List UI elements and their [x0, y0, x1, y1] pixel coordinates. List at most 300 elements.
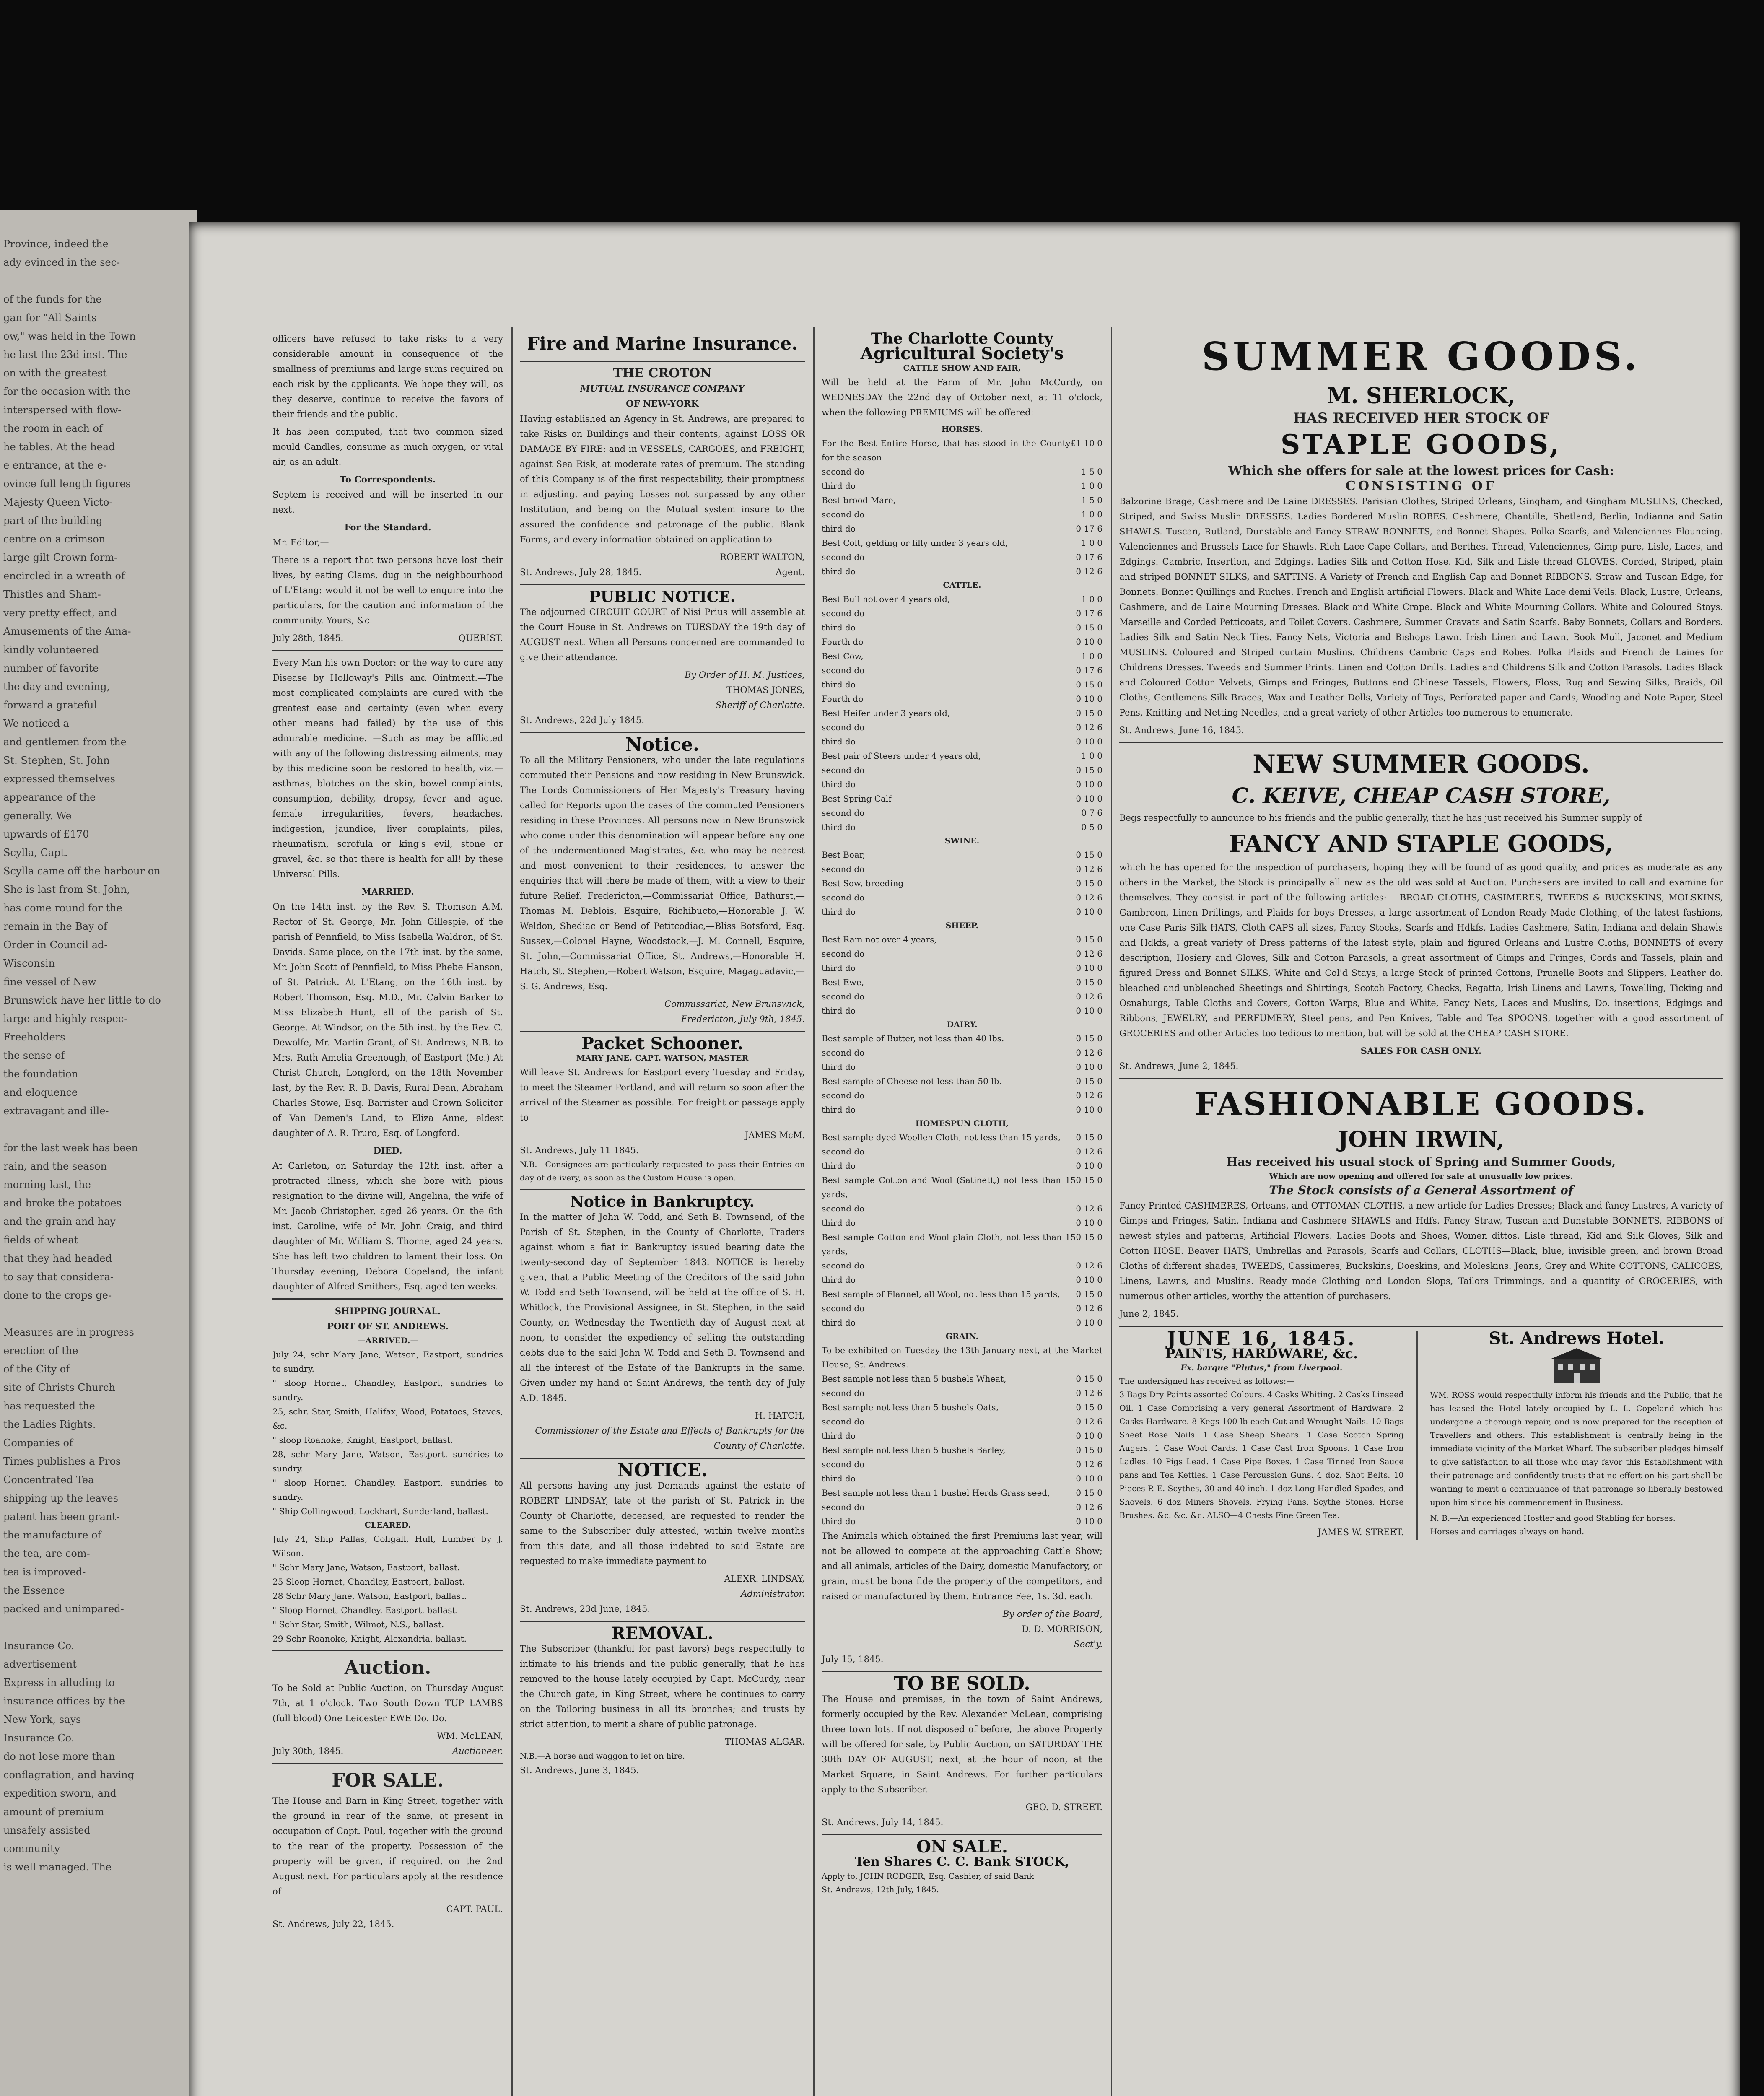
column-rule [813, 327, 815, 2096]
premium-row [822, 1060, 1102, 1074]
left-page-line: and gentlemen from the [3, 736, 127, 748]
shipping-entry: 25, schr. Star, Smith, Halifax, Wood, Potatoes, Staves, &c. [272, 1406, 503, 1431]
pensioners-notice-heading: Notice. [625, 734, 700, 755]
shipping-entry: " sloop Hornet, Chandley, Eastport, sundries to sundry. [272, 1478, 503, 1502]
premium-amount: 0 15 0 [1076, 680, 1102, 690]
bank-stock-date: St. Andrews, 12th July, 1845. [822, 1885, 939, 1894]
premium-label: To be exhibited on Tuesday the 13th January next, at the Market House, St. Andrews. [822, 1345, 1102, 1370]
column-1 [272, 331, 503, 1932]
premium-row [822, 1102, 1102, 1117]
divider [1119, 1326, 1723, 1327]
irwin-date: June 2, 1845. [1119, 1309, 1179, 1319]
premium-row [822, 1273, 1102, 1287]
premium-row [822, 720, 1102, 734]
fire-insurance-heading: Fire and Marine Insurance. [527, 333, 798, 354]
premium-section-heading: HORSES. [941, 425, 983, 434]
premium-row [822, 749, 1102, 763]
premium-amount: 0 17 6 [1076, 524, 1102, 534]
premium-row [822, 975, 1102, 989]
left-page-column [3, 235, 188, 1876]
premium-amount: 0 15 0 [1076, 708, 1102, 718]
premium-row [822, 1500, 1102, 1514]
premium-amount: 0 15 0 [1076, 934, 1102, 944]
left-page-line: kindly volunteered [3, 644, 99, 656]
left-page-line: number of favorite [3, 662, 99, 674]
premium-amount: 0 15 0 [1076, 1289, 1102, 1299]
premium-amount: 0 12 6 [1076, 1502, 1102, 1512]
paints-sub: Ex. barque "Plutus," from Liverpool. [1180, 1363, 1343, 1372]
premium-row [822, 1400, 1102, 1414]
premium-amount: 0 15 0 [1076, 1402, 1102, 1412]
premium-label: third do [822, 907, 856, 917]
premium-label: second do [822, 1459, 865, 1469]
left-page-line: She is last from St. John, [3, 884, 130, 895]
left-page-line: the day and evening, [3, 681, 110, 693]
left-page-line: Wisconsin [3, 957, 55, 969]
left-page-line: fields of wheat [3, 1234, 78, 1246]
premium-row [822, 1372, 1102, 1386]
premium-label: Best Colt, gelding or filly under 3 years old, [822, 538, 1008, 548]
divider [272, 650, 503, 651]
hotel-ad [1430, 1328, 1723, 1540]
left-page-line: interspersed with flow- [3, 404, 122, 416]
premium-row [822, 862, 1102, 876]
left-page-fragment [0, 210, 197, 2096]
shipping-entry: " sloop Hornet, Chandley, Eastport, sundries to sundry. [272, 1378, 503, 1402]
premium-label: Best brood Mare, [822, 495, 896, 505]
packet-subheading: MARY JANE, CAPT. WATSON, MASTER [576, 1053, 749, 1063]
premium-amount: 0 5 0 [1081, 822, 1102, 832]
premium-amount: 0 12 6 [1076, 722, 1102, 732]
left-page-line: tea is improved- [3, 1566, 86, 1578]
premium-row [822, 663, 1102, 677]
shipping-entry: " Sloop Hornet, Chandley, Eastport, ballast. [272, 1605, 458, 1615]
premium-row [822, 961, 1102, 975]
premium-label: second do [822, 552, 865, 562]
left-page-line: do not lose more than [3, 1751, 115, 1762]
premium-row [822, 1414, 1102, 1429]
premium-label: second do [822, 1388, 865, 1398]
premium-amount: 0 15 0 [1076, 1033, 1102, 1043]
premium-label: Best sample dyed Woollen Cloth, not less than 15 yards, [822, 1132, 1061, 1142]
editor-salutation: Mr. Editor,— [272, 537, 329, 547]
premium-amount: 0 17 6 [1076, 552, 1102, 562]
sherlock-items: Balzorine Brage, Cashmere and De Laine DRESSES. Parisian Clothes, Striped Orleans, Gingham, and Gingham MUSLINS, Checked, Striped, and Swiss Muslin DRESSES. Ladies Bordered Muslin ROBES. Cashmere, Chantille, Shetland, Berlin, Indianna and Satin SHAWLS. Tuscan, Rutland, Dunstable and Fancy STRAW BONNETS, and Bonnet Shapes. Polka Scarfs, and Valenciennes Flouncing. Valenciennes and Brussels Lace for Shawls. Rich Lace Cape Collars, and Berthes. Thread, Valenciennes, Gimp-pure, Lisle, Laces, and Edgings. Cambric, Insertion, and Edgings. Ladies Silk and Cotton Hose. Kid, Silk and Lisle thread GLOVES. Corded, Striped, plain and striped BONNET SILKS, and SATTINS. A Variety of French and English Cap and Bonnet RIBBONS. Straw and Tuscan Edge, for Bonnets. Bonnet Quillings and Ruches. French and English artificial Flowers. Black and White Lace demi Veils. Black, Lustre, Orleans, Cashmere, and de Laine Mourning Dresses. Black and White Crape. Black and White Mourning Collars. White and Coloured Stays. Marseille and Corded Petticoats, and Toilet Covers. Cashmere, Summer Cravats and Satin Scarfs. Baby Bonnets, Collars and Borders. Ladies Silk and Satin Neck Ties. Fancy Nets, Victoria and Bishops Lawn. Irish Linen and Lawn. Book Mull, Jaconet and Medium MUSLINS. Coloured and Striped curtain Muslins. Childrens Cambric Caps and Robes. Polka Plaids and French de Laines for Childrens Dresses. Tweeds and Summer Prints. Linen and Cotton Drills. Ladies and Childrens Silk and Cotton Parasols. Ladies Black and Coloured Cotton Velvets, Gimps and Fringes, Buttons and Chinese Tassels, Flowers, Floss, Rug and Sewing Silks, Braids, Oil Cloths, Gentlemens Silk Braces, Wax and Leather Dolls, Variety of Toys, Perforated paper and Cards, Wooding and Note Paper, Steel Pens, Knitting and Netting Needles, and a great variety of other Articles too numerous to enumerate. [1119, 496, 1723, 718]
left-page-line: he last the 23d inst. The [3, 349, 127, 361]
premium-row [822, 507, 1102, 521]
column-rule [1111, 327, 1112, 2096]
premium-row [822, 1031, 1102, 1045]
irwin-name: JOHN IRWIN, [1338, 1127, 1505, 1152]
clearances-list [272, 1532, 503, 1646]
pensioners-notice-text: To all the Military Pensioners, who under the late regulations commuted their Pensions and now residing in New Brunswick. The Lords Commissioners of Her Majesty's Treasury having called for Reports upon the cases of the commuted Pensioners residing in these Provinces. All persons now in New Brunswick who come under this denomination will appear before any one of the undermentioned Magistrates, &c. who may be nearest and most convenient to their residences, to answer the enquiries that will there be made of them, with a view to their future Relief. Fredericton,—Commissariat Office, Bathurst,—Thomas M. Deblois, Esquire, Richibucto,—Honorable J. W. Weldon, Shediac or Bend of Petitcodiac,—Bliss Botsford, Esq. Sussex,—Colonel Hayne, Woodstock,—J. M. Connell, Esquire, St. John,—Commissariat Office, St. Andrews,—Honorable H. Hatch, St. Stephen,—Robert Watson, Esquire, Magaguadavic,—S. G. Andrews, Esq. [520, 755, 805, 991]
premium-amount: 0 10 0 [1076, 1062, 1102, 1072]
divider [1119, 1078, 1723, 1079]
premium-label: third do [822, 1473, 856, 1484]
premium-amount: 0 15 0 [1076, 878, 1102, 888]
left-page-line: gan for "All Saints [3, 312, 97, 324]
premium-label: Best sample not less than 5 bushels Wheat, [822, 1374, 1007, 1384]
premium-label: third do [822, 1006, 856, 1016]
keive-date: St. Andrews, June 2, 1845. [1119, 1061, 1239, 1071]
editor-letter: There is a report that two persons have lost their lives, by eating Clams, dug in the neighbourhood of L'Etang: would it not be well to enquire into the particulars, for the caution and information of the community. Yours, &c. [272, 555, 503, 625]
left-page-line: very pretty effect, and [3, 607, 117, 619]
left-page-line: is well managed. The [3, 1861, 112, 1873]
to-be-sold-heading: TO BE SOLD. [894, 1673, 1030, 1694]
premium-amount: 0 10 0 [1076, 637, 1102, 647]
premium-label: third do [822, 1062, 856, 1072]
premium-label: Best Spring Calf [822, 794, 892, 804]
left-page-line: to say that considera- [3, 1271, 114, 1283]
premium-row [822, 464, 1102, 479]
left-page-line: and broke the potatoes [3, 1197, 122, 1209]
premium-row [822, 947, 1102, 961]
packet-name: JAMES McM. [745, 1130, 805, 1140]
premium-label: third do [822, 1161, 856, 1171]
left-page-line: ady evinced in the sec- [3, 257, 120, 268]
premium-amount: 0 12 6 [1076, 864, 1102, 874]
premium-label: third do [822, 1218, 856, 1228]
paints-items: 3 Bags Dry Paints assorted Colours. 4 Casks Whiting. 2 Casks Linseed Oil. 1 Case Comprising a very general Assortment of Hardware. 2 Casks Hardware. 8 Kegs 100 lb each Cut and Wrought Nails. 10 Bags Sheet Rose Nails. 1 Case Sheep Shears. 1 Case Scotch Spring Augers. 1 Case Wool Cards. 1 Case Cast Iron Spoons. 1 Case Iron Ladles. 10 Pigs Lead. 1 Case Pipe Boxes. 1 Case Tinned Iron Sauce pans and Tea Kettles. 1 Case Percussion Guns. 4 doz. Shot Belts. 10 Pieces P. E. Scythes, 30 and 40 inch. 1 doz Long Handled Spades, and Shovels. 6 doz Miners Shovels, Frying Pans, Scythe Stones, Horse Brushes. &c. &c. &c. ALSO—4 Chests Fine Green Tea. [1119, 1390, 1404, 1520]
left-page-line: morning last, the [3, 1179, 91, 1191]
premium-amount: 0 10 0 [1076, 1105, 1102, 1115]
keive-fancy-heading: FANCY AND STAPLE GOODS, [1229, 830, 1613, 858]
agri-heading-2: Agricultural Society's [860, 344, 1064, 363]
premium-amount: 0 12 6 [1076, 1204, 1102, 1214]
auction-text: To be Sold at Public Auction, on Thursday August 7th, at 1 o'clock. Two South Down TUP LAMBS (full blood) One Leicester EWE Do. Do. [272, 1683, 503, 1723]
left-page-line: on with the greatest [3, 367, 107, 379]
premium-section-heading: SWINE. [944, 836, 980, 846]
premium-label: Best Heifer under 3 years old, [822, 708, 950, 718]
shipping-entry: 28, schr Mary Jane, Watson, Eastport, sundries to sundry. [272, 1449, 503, 1473]
left-page-line: Measures are in progress [3, 1326, 134, 1338]
letter-signoff [272, 630, 503, 646]
public-notice-order: By Order of H. M. Justices, [685, 670, 805, 680]
premium-label: third do [822, 822, 856, 832]
premium-row [822, 1159, 1102, 1173]
premium-row [822, 692, 1102, 706]
removal-date: St. Andrews, June 3, 1845. [520, 1765, 639, 1775]
left-page-line [3, 1120, 188, 1139]
premium-label: Best Boar, [822, 850, 865, 860]
divider [520, 361, 805, 362]
premium-amount: 0 17 6 [1076, 608, 1102, 618]
left-page-line: shipping up the leaves [3, 1492, 118, 1504]
left-page-line: Majesty Queen Victo- [3, 496, 113, 508]
pensioners-sign: Commissariat, New Brunswick, [664, 999, 805, 1009]
premium-label: Best sample not less than 5 bushels Barley, [822, 1445, 1006, 1455]
premium-label: Best Sow, breeding [822, 878, 904, 888]
sherlock-name: M. SHERLOCK, [1327, 383, 1515, 409]
premium-label: Best sample not less than 5 bushels Oats, [822, 1402, 999, 1412]
married-notices: On the 14th inst. by the Rev. S. Thomson A.M. Rector of St. George, Mr. John Gillespie, of the parish of Pennfield, to Miss Isabella Waldron, of St. Davids. Same place, on the 17th inst. by the same, Mr. John Scott of Pennfield, to Miss Phebe Hanson, of St. Patrick. At L'Etang, on the 16th inst. by Robert Thomson, Esq. M.D., Mr. Calvin Barker to Miss Elizabeth Hunt, all of the parish of St. George. At Windsor, on the 5th inst. by the Rev. C. Dewolfe, Mr. Martin Grant, of St. Andrews, N.B. to Mrs. Ruth Amelia Greenough, of Eastport (Me.) At Christ Church, Longford, on the 18th November last, by the Rev. R. B. Davis, Rural Dean, Abraham Charles Stowe, Esq. Barrister and Crown Solicitor of Van Demen's Land, to Eliza Anne, eldest daughter of A. R. Truro, Esq. of Longford. [272, 902, 503, 1138]
arrived-heading: —ARRIVED.— [357, 1336, 418, 1345]
packet-heading: Packet Schooner. [581, 1034, 744, 1053]
left-page-line: has requested the [3, 1400, 95, 1412]
left-page-line: the manufacture of [3, 1529, 101, 1541]
left-page-line: erection of the [3, 1345, 78, 1357]
premium-label: Fourth do [822, 637, 864, 647]
left-page-line: Scylla, Capt. [3, 847, 68, 859]
left-page-line: Freeholders [3, 1031, 65, 1043]
premium-label: second do [822, 467, 865, 477]
premium-amount: 0 12 6 [1076, 892, 1102, 903]
left-page-line: conflagration, and having [3, 1769, 134, 1781]
premium-row [822, 1386, 1102, 1400]
left-page-line: for the last week has been [3, 1142, 138, 1154]
for-sale-text: The House and Barn in King Street, together with the ground in rear of the same, at present in occupation of Capt. Paul, together with the ground to the rear of the property. Possession of the property will be given, if required, on the 2nd August next. For particulars apply at the residence of [272, 1796, 503, 1896]
premium-label: second do [822, 765, 865, 775]
premium-row [822, 806, 1102, 820]
premium-label: second do [822, 1090, 865, 1100]
auction-signoff [272, 1743, 503, 1759]
keive-heading: C. KEIVE, CHEAP CASH STORE, [1232, 783, 1611, 808]
premium-row [822, 677, 1102, 692]
premium-row [822, 493, 1102, 507]
premium-row [822, 436, 1102, 464]
premium-label: second do [822, 1204, 865, 1214]
left-page-line: community [3, 1843, 60, 1855]
removal-nb: N.B.—A horse and waggon to let on hire. [520, 1751, 685, 1761]
premium-label: second do [822, 1261, 865, 1271]
left-page-line: patent has been grant- [3, 1511, 120, 1523]
premium-section-heading: CATTLE. [943, 581, 981, 590]
auction-heading: Auction. [344, 1657, 431, 1678]
premium-row [822, 1258, 1102, 1273]
premium-row [822, 876, 1102, 890]
left-page-line: of the City of [3, 1363, 70, 1375]
cleared-heading: CLEARED. [364, 1520, 411, 1530]
new-summer-heading: NEW SUMMER GOODS. [1253, 750, 1590, 779]
premium-label: For the Best Entire Horse, that has stood in the County for the season [822, 438, 1071, 462]
premium-label: second do [822, 1147, 865, 1157]
premium-amount: 0 12 6 [1076, 1459, 1102, 1469]
premium-label: second do [822, 1303, 865, 1313]
left-page-line: the foundation [3, 1068, 78, 1080]
premium-label: Best sample of Butter, not less than 40 lbs. [822, 1033, 1004, 1043]
premium-label: third do [822, 1275, 856, 1285]
premium-label: Best pair of Steers under 4 years old, [822, 751, 981, 761]
paints-date-heading: JUNE 16, 1845. [1167, 1327, 1356, 1350]
left-page-line: ovince full length figures [3, 478, 131, 490]
premium-row [822, 1429, 1102, 1443]
premium-amount: 0 15 0 [1076, 1132, 1102, 1142]
public-notice-role: Sheriff of Charlotte. [715, 700, 805, 710]
premium-label: second do [822, 949, 865, 959]
left-page-line: We noticed a [3, 718, 69, 729]
premium-amount: 0 7 6 [1081, 808, 1102, 818]
divider [520, 1189, 805, 1190]
estate-notice-role: Administrator. [741, 1589, 805, 1599]
premium-section-heading: GRAIN. [945, 1332, 979, 1341]
irwin-text: Fancy Printed CASHMERES, Orleans, and OTTOMAN CLOTHS, a new article for Ladies Dresses; Black and fancy Lustres, A variety of Gimps and Fringes, Satin, Indiana and Cashmere SHAWLS and Hdfs. Fancy Straw, Tuscan and Dunstable BONNETS, RIBBONS of newest styles and patterns, Artificial Flowers. Ladies Boots and Shoes, Women dittos. Lisle thread, Kid and Silk Gloves, Silk and Cotton HOSE. Beaver HATS, Umbrellas and Parasols, Scarfs and Collars, CLOTHS—Black, blue, invisible green, and brown Broad Cloths of different shades, TWEEDS, Cassimeres, Buckskins, Doeskins, and Moleskins. Jeans, Grey and White COTTONS, CALICOES, Linens, Lawns, and Muslins. Ready made Clothing and London Slops, Tailors Trimmings, and a quantity of GROCERIES, with numerous other articles, worthy the attention of purchasers. [1119, 1201, 1723, 1301]
premium-row [822, 1443, 1102, 1457]
left-page-line: advertisement [3, 1658, 77, 1670]
left-page-line: Province, indeed the [3, 238, 109, 250]
premium-label: second do [822, 608, 865, 618]
premium-amount: 0 12 6 [1076, 991, 1102, 1001]
left-page-line: the room in each of [3, 423, 103, 434]
premium-row [822, 1301, 1102, 1315]
fashionable-heading: FASHIONABLE GOODS. [1194, 1085, 1648, 1123]
premium-row [822, 479, 1102, 493]
left-page-line [3, 1618, 188, 1637]
auction-date: July 30th, 1845. [272, 1746, 344, 1756]
left-page-line: of the funds for the [3, 293, 102, 305]
left-page-line: Amusements of the Ama- [3, 625, 131, 637]
premium-amount: 0 10 0 [1076, 963, 1102, 973]
premium-label: third do [822, 481, 856, 491]
estate-notice-date: St. Andrews, 23d June, 1845. [520, 1604, 651, 1614]
newspaper-page [189, 222, 1740, 2096]
irwin-stock: The Stock consists of a General Assortment of [1269, 1183, 1573, 1197]
premiums-table [822, 423, 1102, 1528]
premium-amount: 1 0 0 [1081, 651, 1102, 661]
bankruptcy-heading: Notice in Bankruptcy. [570, 1193, 755, 1211]
premium-row [822, 620, 1102, 635]
premium-amount: 0 15 0 [1076, 1445, 1102, 1455]
premium-label: third do [822, 524, 856, 534]
left-page-line: amount of premium [3, 1806, 104, 1818]
died-heading: DIED. [373, 1145, 402, 1156]
premium-row [822, 592, 1102, 606]
premium-row [822, 848, 1102, 862]
left-page-line: part of the building [3, 515, 103, 527]
premium-amount: 0 10 0 [1076, 1161, 1102, 1171]
sherlock-consisting: CONSISTING OF [1345, 479, 1497, 493]
column-2 [520, 331, 805, 1778]
hotel-heading: St. Andrews Hotel. [1489, 1328, 1664, 1348]
left-page-line: Companies of [3, 1437, 73, 1449]
premium-label: third do [822, 680, 856, 690]
holloway-ad: Every Man his own Doctor: or the way to cure any Disease by Holloway's Pills and Ointment.—The most complicated complaints are cured with the greatest ease and certainty (even when every other means had failed) by the use of this admirable medicine. —Such as may be afflicted with any of the following distressing ailments, may by this medicine soon be restored to health, viz.— asthmas, blotches on the skin, bowel complaints, consumption, debility, dropsy, fever and ague, female irregularities, fevers, headaches, indigestion, jaundice, liver complaints, piles, rheumatism, scrofula or king's evil, stone or gravel, &c. so that there is health for all! by these Universal Pills. [272, 658, 503, 879]
paints-name: JAMES W. STREET. [1318, 1527, 1404, 1537]
divider [822, 1834, 1102, 1835]
left-page-line: upwards of £170 [3, 828, 89, 840]
premium-label: Best sample of Flannel, all Wool, not less than 15 yards, [822, 1289, 1060, 1299]
premium-amount: 0 15 0 [1076, 850, 1102, 860]
left-page-line: packed and unimpared- [3, 1603, 124, 1615]
premium-amount: 0 12 6 [1076, 1388, 1102, 1398]
left-page-line [3, 272, 188, 290]
left-page-line: he tables. At the head [3, 441, 115, 453]
bank-stock-apply: Apply to, JOHN RODGER, Esq. Cashier, of said Bank [822, 1872, 1034, 1881]
agri-heading-3: CATTLE SHOW AND FAIR, [903, 363, 1021, 373]
left-page-line: Concentrated Tea [3, 1474, 94, 1486]
premium-row [822, 763, 1102, 777]
premium-section-heading: HOMESPUN CLOTH, [915, 1119, 1009, 1128]
divider [520, 1031, 805, 1032]
sherlock-offer: Which she offers for sale at the lowest prices for Cash: [1228, 464, 1614, 478]
letter-signature: QUERIST. [458, 633, 503, 643]
sherlock-staple: STAPLE GOODS, [1280, 429, 1562, 460]
premium-amount: 0 12 6 [1076, 1303, 1102, 1313]
left-page-line: Order in Council ad- [3, 939, 108, 951]
divider [1119, 742, 1723, 743]
shipping-heading: SHIPPING JOURNAL. [335, 1306, 441, 1316]
divider [520, 732, 805, 733]
premium-amount: 1 0 0 [1081, 594, 1102, 604]
premium-row [822, 550, 1102, 564]
insurance-role: Agent. [776, 567, 805, 577]
column-rule [1416, 1331, 1418, 1540]
left-page-line: done to the crops ge- [3, 1289, 112, 1301]
packet-date: St. Andrews, July 11 1845. [520, 1145, 639, 1155]
premium-amount: 0 10 0 [1076, 1473, 1102, 1484]
premium-row [822, 606, 1102, 620]
premium-amount: 0 12 6 [1076, 949, 1102, 959]
left-page-line: remain in the Bay of [3, 921, 107, 932]
premium-label: second do [822, 665, 865, 675]
premium-label: Best sample Cotton and Wool plain Cloth, not less than 15 yards, [822, 1232, 1076, 1256]
premium-label: Best Ram not over 4 years, [822, 934, 937, 944]
premium-amount: 0 15 0 [1076, 1488, 1102, 1498]
premium-label: Best sample not less than 1 bushel Herds Grass seed, [822, 1488, 1050, 1498]
left-page-line: Times publishes a Pros [3, 1455, 121, 1467]
premium-row [822, 1457, 1102, 1471]
premium-label: second do [822, 991, 865, 1001]
packet-nb: N.B.—Consignees are particularly requested to pass their Entries on day of delivery, as soon as the Custom House is open. [520, 1160, 805, 1183]
insurance-agent: ROBERT WALTON, [720, 552, 805, 562]
premium-row [822, 564, 1102, 578]
shipping-entry: " Ship Collingwood, Lockhart, Sunderland, ballast. [272, 1506, 488, 1516]
left-page-line: large gilt Crown form- [3, 552, 118, 563]
public-notice-name: THOMAS JONES, [726, 685, 805, 695]
premium-row [822, 1216, 1102, 1230]
premium-row [822, 1004, 1102, 1018]
premium-label: second do [822, 1416, 865, 1427]
insurance-date: St. Andrews, July 28, 1845. [520, 567, 642, 577]
column-rule [511, 327, 513, 2096]
shipping-entry: " Schr Mary Jane, Watson, Eastport, ballast. [272, 1562, 460, 1572]
agri-order: By order of the Board, [1002, 1609, 1102, 1619]
hotel-icon [1430, 1346, 1723, 1388]
premium-label: second do [822, 722, 865, 732]
premium-row [822, 1514, 1102, 1528]
left-page-line: unsafely assisted [3, 1824, 91, 1836]
pensioners-date: Fredericton, July 9th, 1845. [681, 1014, 805, 1024]
removal-name: THOMAS ALGAR. [725, 1737, 805, 1747]
to-be-sold-text: The House and premises, in the town of Saint Andrews, formerly occupied by the Rev. Alexander McLean, comprising three town lots. If not disposed of before, the above Property will be offered for sale, by Public Auction, on SATURDAY THE 30th DAY OF AUGUST, next, at the hour of noon, at the Market Square, in Saint Andrews. For further particulars apply to the Subscriber. [822, 1694, 1102, 1795]
premium-amount: 0 10 0 [1076, 737, 1102, 747]
premium-amount: 1 0 0 [1081, 481, 1102, 491]
on-sale-heading: ON SALE. [916, 1837, 1008, 1857]
column-3 [822, 331, 1102, 1896]
premium-amount: 0 15 0 [1076, 1374, 1102, 1384]
premium-row [822, 1144, 1102, 1159]
divider [272, 1650, 503, 1651]
premium-row [822, 1201, 1102, 1216]
premium-row [822, 1486, 1102, 1500]
premium-row [822, 536, 1102, 550]
left-page-line: Insurance Co. [3, 1732, 75, 1744]
premium-row [822, 1074, 1102, 1088]
estate-notice-name: ALEXR. LINDSAY, [724, 1574, 805, 1584]
premium-label: Best sample Cotton and Wool (Satinett,) not less than 15 yards, [822, 1175, 1076, 1199]
left-page-line: fine vessel of New [3, 976, 96, 988]
agri-role: Sect'y. [1074, 1639, 1102, 1649]
arrivals-list [272, 1347, 503, 1518]
agri-secretary: D. D. MORRISON, [1022, 1624, 1102, 1634]
bank-stock-heading: Ten Shares C. C. Bank STOCK, [854, 1855, 1070, 1869]
premium-amount: 0 15 0 [1076, 1175, 1102, 1185]
premium-row [822, 989, 1102, 1004]
left-page-line [3, 1305, 188, 1323]
premium-row [822, 820, 1102, 834]
sherlock-sub: HAS RECEIVED HER STOCK OF [1293, 410, 1549, 427]
left-page-line: Insurance Co. [3, 1640, 75, 1652]
premium-label: third do [822, 1516, 856, 1526]
